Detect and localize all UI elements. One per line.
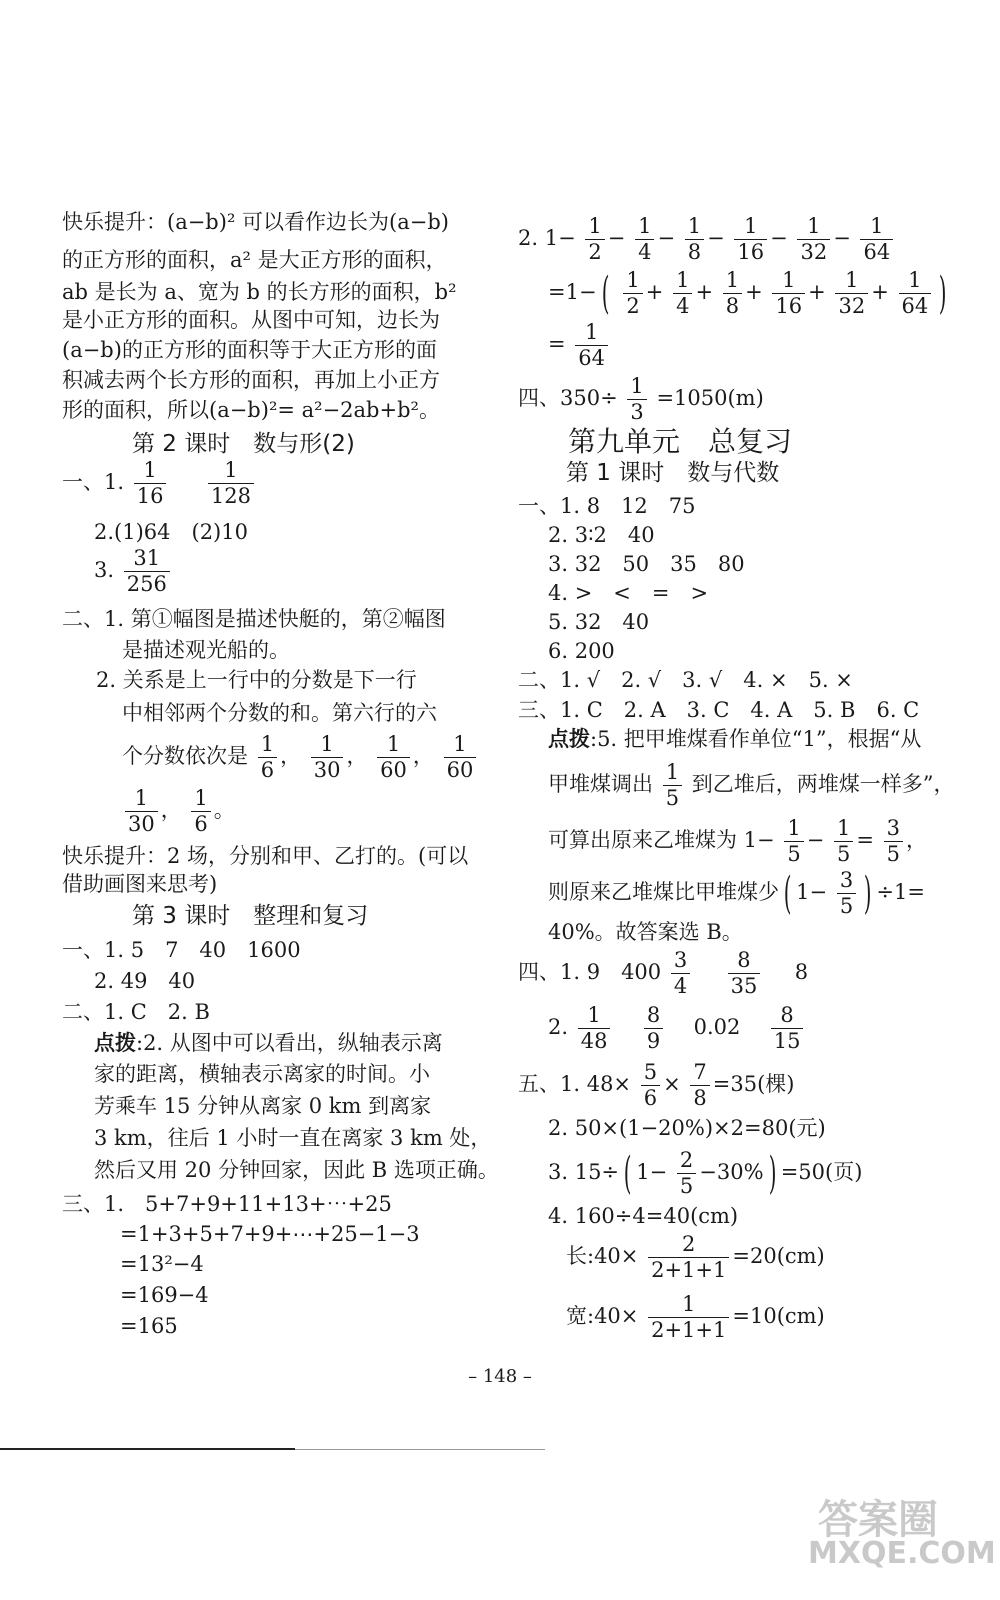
fraction: $\frac{1}{5}$ bbox=[663, 762, 682, 809]
footer-rule-faint bbox=[295, 1449, 545, 1450]
u5-q3: 3. 15÷ ( 1− $\frac{2}{5}$ −30% ) =50(页) bbox=[548, 1147, 863, 1199]
s1-label: 一、1. bbox=[62, 470, 125, 494]
u5-q4: 4. 160÷4=40(cm) bbox=[548, 1204, 739, 1228]
s2-q2-line1: 2. 关系是上一行中的分数是下一行 bbox=[96, 668, 417, 692]
r2-line1: 2. 1− $\frac{1}{2}$ − $\frac{1}{4}$ − $\frac{1}{8}$ − $\frac{1}{16}$ − $\frac{1}{32}$ − $\frac{1}{64}$ bbox=[518, 216, 896, 263]
page-number: – 148 – bbox=[468, 1366, 532, 1387]
fraction: $\frac{7}{8}$ bbox=[690, 1062, 709, 1109]
u1-q6: 6. 200 bbox=[548, 639, 615, 663]
t3-line1: 三、1. 5+7+9+11+13+⋯+25 bbox=[62, 1192, 392, 1216]
s2-q1-line1: 二、1. 第①幅图是描述快艇的，第②幅图 bbox=[62, 607, 446, 631]
tip-label: 点拨 bbox=[548, 727, 590, 751]
length-line: 长:40× $\frac{2}{2+1+1}$ =20(cm) bbox=[566, 1232, 825, 1282]
t1-q2: 2. 49 40 bbox=[94, 969, 196, 993]
r4-line: 四、350÷ $\frac{1}{3}$ =1050(m) bbox=[518, 374, 764, 424]
unit-9-heading: 第九单元 总复习 bbox=[568, 425, 793, 458]
fraction: $\frac{2}{2+1+1}$ bbox=[648, 1234, 729, 1281]
width-line: 宽:40× $\frac{1}{2+1+1}$ =10(cm) bbox=[566, 1292, 825, 1342]
r2-line2: =1− ( $\frac{1}{2}$ + $\frac{1}{4}$ + $\frac{1}{8}$ + $\frac{1}{16}$ + $\frac{1}{32}$ + $\frac{1}{64}$ ) bbox=[548, 267, 947, 319]
u3-tip-line5: 40%。故答案选 B。 bbox=[548, 920, 743, 944]
happy-line-4: 是小正方形的面积。从图中可知，边长为 bbox=[62, 308, 440, 332]
t2-q1: 二、1. C 2. B bbox=[62, 1000, 210, 1024]
s1-q3 bbox=[94, 548, 173, 595]
fraction: $\frac{1}{8}$ bbox=[723, 270, 742, 317]
fraction: $\frac{1}{60}$ bbox=[444, 734, 477, 781]
fraction: $\frac{1}{6}$ bbox=[258, 734, 277, 781]
tip-label: 点拨 bbox=[94, 1031, 136, 1055]
u4-q1: 四、1. 9 400 $\frac{3}{4}$ $\frac{8}{35}$ 8 bbox=[518, 948, 809, 998]
u3-answers: 三、1. C 2. A 3. C 4. A 5. B 6. C bbox=[518, 698, 920, 722]
t2-tip-line3: 芳乘车 15 分钟从离家 0 km 到离家 bbox=[94, 1094, 432, 1118]
s1-q2: 2.(1)64 (2)10 bbox=[94, 520, 248, 544]
t2-tip-line2: 家的距离，横轴表示离家的时间。小 bbox=[94, 1062, 430, 1086]
fraction: $\frac{8}{35}$ bbox=[728, 950, 761, 997]
fraction: $\frac{1}{48}$ bbox=[578, 1005, 611, 1052]
fraction: $\frac{1}{16}$ bbox=[734, 216, 767, 263]
lesson-3-heading: 第 3 课时 整理和复习 bbox=[132, 903, 369, 929]
fraction: $\frac{1}{32}$ bbox=[835, 270, 868, 317]
r2-label: 2. bbox=[518, 226, 539, 250]
t2-tip-line1 bbox=[94, 1033, 443, 1054]
fraction: $\frac{1}{4}$ bbox=[635, 216, 654, 263]
happy-line-6: 积减去两个长方形的面积，再加上小正方 bbox=[62, 368, 440, 392]
u5-q2: 2. 50×(1−20%)×2=80(元) bbox=[548, 1116, 826, 1140]
happy2-line1: 快乐提升：2 场，分别和甲、乙打的。(可以 bbox=[62, 844, 469, 868]
happy-line-1: 快乐提升：(a−b)² 可以看作边长为(a−b) bbox=[62, 210, 449, 234]
fraction: $\frac{2}{5}$ bbox=[677, 1150, 696, 1197]
fraction: $\frac{1}{8}$ bbox=[685, 216, 704, 263]
footer-rule bbox=[0, 1448, 295, 1450]
s1-q3-label: 3. bbox=[94, 558, 115, 582]
t3-line4: =169−4 bbox=[120, 1283, 209, 1307]
u3-tip-line2: 甲堆煤调出 $\frac{1}{5}$ 到乙堆后，两堆煤一样多”， bbox=[548, 760, 955, 810]
fraction: $\frac{1}{64}$ bbox=[860, 216, 893, 263]
fraction: $\frac{1}{16}$ bbox=[772, 270, 805, 317]
u4-q2: 2. $\frac{1}{48}$ $\frac{8}{9}$ 0.02 $\frac{8}{15}$ bbox=[548, 1005, 806, 1052]
u3-tip-line1 bbox=[548, 729, 921, 750]
s2-q2-line2: 中相邻两个分数的和。第六行的六 bbox=[122, 701, 437, 725]
s2-q2-line4: $\frac{1}{30}$ ， $\frac{1}{6}$ 。 bbox=[122, 788, 235, 835]
u5-q1: 五、1. 48× $\frac{5}{6}$ × $\frac{7}{8}$ =35(棵) bbox=[518, 1060, 795, 1110]
fraction: $\frac{1}{30}$ bbox=[125, 788, 158, 835]
t3-line5: =165 bbox=[120, 1314, 178, 1338]
watermark-logo: 答案圈 bbox=[818, 1497, 938, 1543]
fraction: $\frac{1}{16}$ bbox=[134, 460, 167, 507]
t2-tip-line5: 然后又用 20 分钟回家，因此 B 选项正确。 bbox=[94, 1158, 499, 1182]
fraction: $\frac{3}{5}$ bbox=[884, 818, 903, 865]
s2-q1-line2: 是描述观光船的。 bbox=[122, 638, 290, 662]
u1-q5: 5. 32 40 bbox=[548, 610, 650, 634]
fraction: $\frac{1}{3}$ bbox=[627, 376, 646, 423]
u3-tip-line4: 则原来乙堆煤比甲堆煤少 ( 1− $\frac{3}{5}$ ) ÷1= bbox=[548, 867, 925, 919]
u1-q1: 一、1. 8 12 75 bbox=[518, 494, 696, 518]
u2-answers: 二、1. √ 2. √ 3. √ 4. × 5. × bbox=[518, 668, 853, 692]
fraction: $\frac{1}{32}$ bbox=[797, 216, 830, 263]
fraction: $\frac{1}{5}$ bbox=[784, 818, 803, 865]
happy-line-3: ab 是长为 a、宽为 b 的长方形的面积，b² bbox=[62, 280, 457, 304]
happy-line-2: 的正方形的面积，a² 是大正方形的面积， bbox=[62, 248, 447, 272]
r2-line3: = $\frac{1}{64}$ bbox=[548, 322, 611, 369]
happy-line-7: 形的面积，所以(a−b)²= a²−2ab+b²。 bbox=[62, 398, 440, 422]
tip-text: :2. 从图中可以看出，纵轴表示离 bbox=[136, 1031, 443, 1055]
fraction: $\frac{1}{64}$ bbox=[575, 322, 608, 369]
u3-tip-line3: 可算出原来乙堆煤为 1− $\frac{1}{5}$ − $\frac{1}{5}$ = $\frac{3}{5}$ ， bbox=[548, 816, 928, 866]
happy-line-5: (a−b)的正方形的面积等于大正方形的面 bbox=[62, 338, 437, 362]
watermark-url: MXQE.COM bbox=[808, 1536, 996, 1571]
tip-text: :5. 把甲堆煤看作单位“1”，根据“从 bbox=[590, 727, 922, 751]
s2-q2-text: 个分数依次是 bbox=[122, 744, 248, 768]
u1-q4: 4. > < = > bbox=[548, 581, 709, 605]
happy2-line2: 借助画图来思考) bbox=[62, 872, 218, 896]
fraction: $\frac{1}{2}$ bbox=[623, 270, 642, 317]
fraction: $\frac{5}{6}$ bbox=[641, 1062, 660, 1109]
fraction: $\frac{1}{5}$ bbox=[834, 818, 853, 865]
fraction: $\frac{1}{128}$ bbox=[208, 460, 254, 507]
fraction: $\frac{1}{64}$ bbox=[899, 270, 932, 317]
t1-q1: 一、1. 5 7 40 1600 bbox=[62, 938, 301, 962]
fraction: $\frac{1}{2+1+1}$ bbox=[648, 1294, 729, 1341]
fraction: $\frac{1}{30}$ bbox=[311, 734, 344, 781]
lesson-2-heading: 第 2 课时 数与形(2) bbox=[132, 431, 355, 457]
fraction: $\frac{3}{4}$ bbox=[671, 950, 690, 997]
t2-tip-line4: 3 km，往后 1 小时一直在离家 3 km 处， bbox=[94, 1126, 492, 1150]
fraction: $\frac{1}{4}$ bbox=[673, 270, 692, 317]
fraction: $\frac{31}{256}$ bbox=[124, 548, 170, 595]
s2-q2-line3: 个分数依次是 $\frac{1}{6}$ ， $\frac{1}{30}$ ， $\frac{1}{60}$ ， $\frac{1}{60}$ bbox=[122, 734, 479, 781]
u1-q2: 2. 3∶2 40 bbox=[548, 523, 655, 547]
fraction: $\frac{8}{15}$ bbox=[771, 1005, 804, 1052]
fraction: $\frac{8}{9}$ bbox=[644, 1005, 663, 1052]
fraction: $\frac{1}{60}$ bbox=[377, 734, 410, 781]
s1-q1 bbox=[62, 460, 257, 507]
u1-q3: 3. 32 50 35 80 bbox=[548, 552, 745, 576]
fraction: $\frac{1}{2}$ bbox=[585, 216, 604, 263]
fraction: $\frac{1}{6}$ bbox=[191, 788, 210, 835]
t3-line2: =1+3+5+7+9+⋯+25−1−3 bbox=[120, 1222, 420, 1246]
t3-line3: =13²−4 bbox=[120, 1252, 204, 1276]
lesson-1-heading: 第 1 课时 数与代数 bbox=[566, 460, 780, 486]
fraction: $\frac{3}{5}$ bbox=[837, 870, 856, 917]
